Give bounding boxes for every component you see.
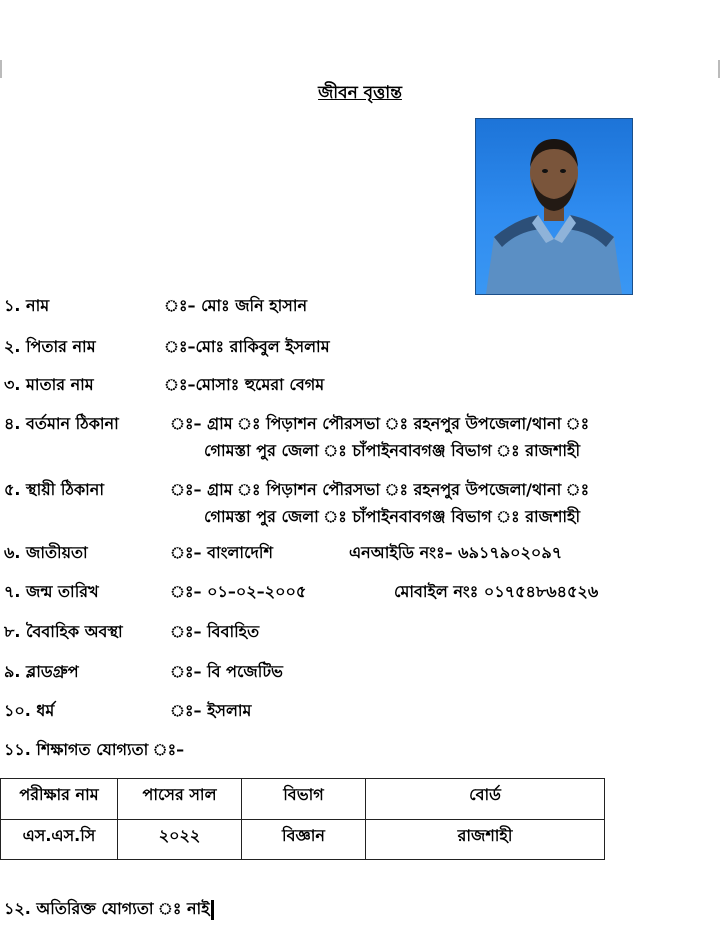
table-cell: বিজ্ঞান (242, 820, 366, 860)
father-label: ২. পিতার নাম (4, 337, 96, 356)
dob-value: ঃ– ০১–০২–২০০৫ (170, 582, 307, 601)
education-table (0, 778, 605, 860)
marital-value: ঃ– বিবাহিত (170, 622, 260, 641)
table-header: পরীক্ষার নাম (1, 779, 118, 820)
table-header: বিভাগ (242, 779, 366, 820)
nationality-label: ৬. জাতীয়তা (4, 543, 88, 562)
extra-qualification-label (4, 896, 214, 922)
education-label: ১১. শিক্ষাগত যোগ্যতা ঃ– (4, 740, 185, 759)
nationality-value: ঃ– বাংলাদেশি (170, 543, 273, 562)
table-cell: ২০২২ (118, 820, 242, 860)
blood-label: ৯. ব্লাডগ্রুপ (4, 662, 79, 681)
text-cursor-icon (211, 900, 214, 920)
marital-label: ৮. বৈবাহিক অবস্থা (4, 622, 123, 641)
document-title: জীবন বৃত্তান্ত (318, 83, 402, 103)
table-cell: রাজশাহী (366, 820, 605, 860)
father-value: ঃ–মোঃ রাকিবুল ইসলাম (164, 337, 330, 356)
nid-value: এনআইডি নংঃ– ৬৯১৭৯০২০৯৭ (349, 543, 563, 562)
permanent-address-label: ৫. স্থায়ী ঠিকানা (4, 480, 104, 499)
table-header: বোর্ড (366, 779, 605, 820)
profile-photo (475, 118, 633, 295)
name-value: ঃ– মোঃ জনি হাসান (164, 296, 308, 315)
table-row (1, 820, 605, 860)
present-address-line1: ঃ– গ্রাম ঃ পিড়াশন পৌরসভা ঃ রহনপুর উপজেলা/থানা ঃ (170, 414, 590, 433)
table-cell: এস.এস.সি (1, 820, 118, 860)
person-portrait-icon (476, 119, 632, 294)
present-address-label: ৪. বর্তমান ঠিকানা (4, 414, 119, 433)
blood-value: ঃ– বি পজেটিভ (170, 662, 283, 681)
religion-label: ১০. ধর্ম (4, 701, 55, 720)
table-header-row (1, 779, 605, 820)
permanent-address-line1: ঃ– গ্রাম ঃ পিড়াশন পৌরসভা ঃ রহনপুর উপজেলা/থানা ঃ (170, 480, 590, 499)
mobile-value: মোবাইল নংঃ ০১৭৫৪৮৬৪৫২৬ (394, 582, 599, 601)
religion-value: ঃ– ইসলাম (170, 701, 252, 720)
dob-label: ৭. জন্ম তারিখ (4, 582, 99, 601)
name-label: ১. নাম (4, 296, 50, 315)
page-edge-left (0, 60, 2, 78)
permanent-address-line2: গোমস্তা পুর জেলা ঃ চাঁপাইনবাবগঞ্জ বিভাগ ঃ রাজশাহী (204, 507, 581, 526)
table-header: পাসের সাল (118, 779, 242, 820)
mother-label: ৩. মাতার নাম (4, 375, 94, 394)
present-address-line2: গোমস্তা পুর জেলা ঃ চাঁপাইনবাবগঞ্জ বিভাগ ঃ রাজশাহী (204, 441, 581, 460)
mother-value: ঃ–মোসাঃ হুমেরা বেগম (164, 375, 325, 394)
extra-qualification-text: ১২. অতিরিক্ত যোগ্যতা ঃ নাই (4, 899, 210, 918)
